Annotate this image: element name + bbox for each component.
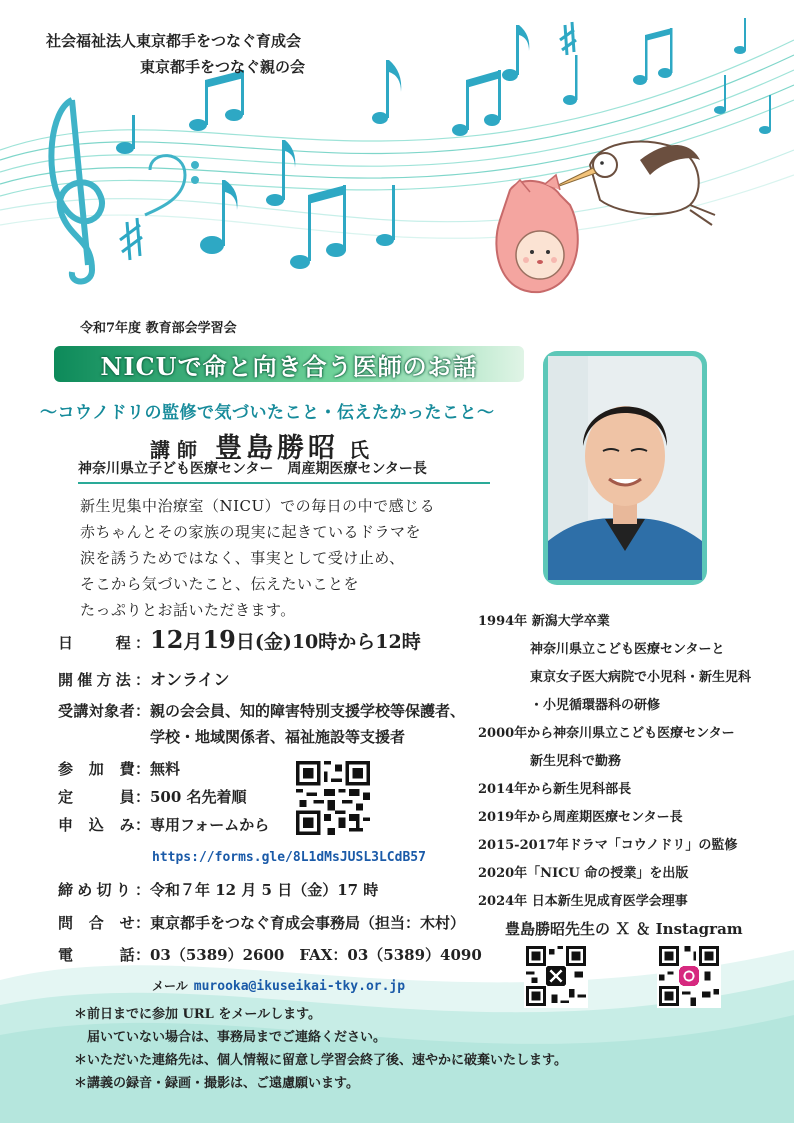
fee-label: 参 加 費： (58, 760, 150, 778)
note-line: ＊前日までに参加 URL をメールします。 (74, 1007, 322, 1022)
event-series: 令和7年度 教育部会学習会 (80, 321, 237, 336)
date-month-unit: 月 (183, 631, 203, 653)
intro-line: 涙を誘うためではなく、事実として受け止め、 (80, 549, 405, 567)
note-line: ＊講義の録音・録画・撮影は、ご遠慮願います。 (74, 1076, 359, 1091)
deadline-label: 締め切り： (58, 881, 150, 899)
career-item: 2024年 日本新生児成育医学会理事 (478, 894, 688, 909)
career-item: 2020年「NICU 命の授業」を出版 (478, 866, 689, 881)
event-title: NICUで命と向き合う医師のお話 (100, 351, 478, 381)
apply-label: 申 込 み： (58, 816, 150, 834)
career-item: 東京女子医大病院で小児科・新生児科 (530, 670, 752, 685)
contact-row (58, 913, 465, 933)
lecturer-affiliation: 神奈川県立子ども医療センター 周産期医療センター長 (78, 458, 490, 484)
phone-value: 03（5389）2600 FAX：03（5389）4090 (150, 946, 482, 964)
method-value: オンライン (150, 670, 230, 689)
instagram-qr-code[interactable] (657, 944, 721, 1008)
career-item: 新生児科で勤務 (530, 754, 622, 769)
date-row (58, 625, 421, 654)
fee-value: 無料 (150, 760, 181, 778)
intro-line: 新生児集中治療室（NICU）での毎日の中で感じる (80, 497, 436, 515)
deadline-row (58, 880, 378, 900)
sns-heading: 豊島勝昭先生の Ｘ ＆ Instagram (505, 920, 743, 938)
intro-line: 赤ちゃんとその家族の現実に起きているドラマを (80, 523, 422, 541)
event-subtitle: 〜コウノドリの監修で気づいたこと・伝えたかったこと〜 (40, 403, 495, 423)
fee-row (58, 759, 180, 779)
qr-code-icon[interactable] (296, 761, 370, 835)
date-day: 19 (202, 625, 236, 654)
target-label: 受講対象者： (58, 702, 150, 720)
date-weekday: (金) (254, 631, 292, 653)
target-value-2: 学校・地域関係者、福祉施設等支援者 (150, 728, 406, 746)
date-time: 10時から12時 (291, 631, 421, 653)
intro-line: たっぷりとお話いただきます。 (80, 601, 296, 619)
career-item: 2019年から周産期医療センター長 (478, 810, 683, 825)
career-item: 2015-2017年ドラマ「コウノドリ」の監修 (478, 838, 738, 853)
date-month: 12 (150, 625, 184, 654)
application-form-link[interactable]: https://forms.gle/8L1dMsJUSL3LCdB57 (152, 850, 426, 865)
phone-label: 電 話： (58, 946, 150, 964)
intro-line: そこから気づいたこと、伝えたいことを (80, 575, 360, 593)
apply-row (58, 815, 269, 835)
event-title-banner (54, 346, 524, 382)
contact-label: 問 合 せ： (58, 914, 150, 932)
parent-association-name: 東京都手をつなぐ親の会 (140, 58, 306, 76)
note-line: 届いていない場合は、事務局までご連絡ください。 (74, 1030, 387, 1045)
method-label: 開催方法： (58, 671, 150, 689)
lecturer-suffix: 氏 (348, 438, 369, 462)
career-item: 神奈川県立こども医療センターと (530, 642, 725, 657)
capacity-label: 定 員： (58, 788, 150, 806)
lecturer-photo (543, 351, 707, 585)
contact-value: 東京都手をつなぐ育成会事務局（担当：木村） (150, 914, 466, 932)
phone-row (58, 945, 482, 965)
deadline-value: 令和７年 12 月 5 日（金）17 時 (150, 881, 379, 899)
capacity-row (58, 787, 247, 807)
date-day-unit: 日 (235, 631, 255, 653)
bass-clef-icon (145, 156, 198, 215)
note-line: ＊いただいた連絡先は、個人情報に留意し学習会終了後、速やかに破棄いたします。 (74, 1053, 567, 1068)
lecturer-label: 講 師 (150, 438, 197, 462)
career-item: 2014年から新生児科部長 (478, 782, 632, 797)
intro-paragraph (80, 493, 480, 623)
treble-clef-icon (51, 100, 102, 282)
mail-row (152, 976, 405, 997)
lecturer-name: 豊島勝昭 (214, 433, 339, 464)
career-item: ・小児循環器科の研修 (530, 698, 661, 713)
instagram-logo-icon (679, 966, 699, 986)
career-item: 1994年 新潟大学卒業 (478, 614, 610, 629)
qr-code-icon (659, 946, 719, 1006)
career-item: 2000年から神奈川県立こども医療センター (478, 726, 735, 741)
target-row (58, 701, 465, 721)
baby-icon (496, 175, 577, 292)
organization-name: 社会福祉法人東京都手をつなぐ育成会 (46, 32, 302, 50)
capacity-value: 500 名先着順 (150, 788, 247, 806)
method-row (58, 670, 230, 690)
x-qr-code[interactable] (524, 944, 588, 1008)
apply-value: 専用フォームから (150, 816, 270, 834)
qr-code-icon (526, 946, 586, 1006)
target-value: 親の会会員、知的障害特別支援学校等保護者、 (150, 702, 466, 720)
mail-address[interactable]: murooka@ikuseikai-tky.or.jp (193, 979, 406, 994)
date-label: 日 程： (58, 634, 150, 652)
mail-label: メール (152, 979, 188, 993)
